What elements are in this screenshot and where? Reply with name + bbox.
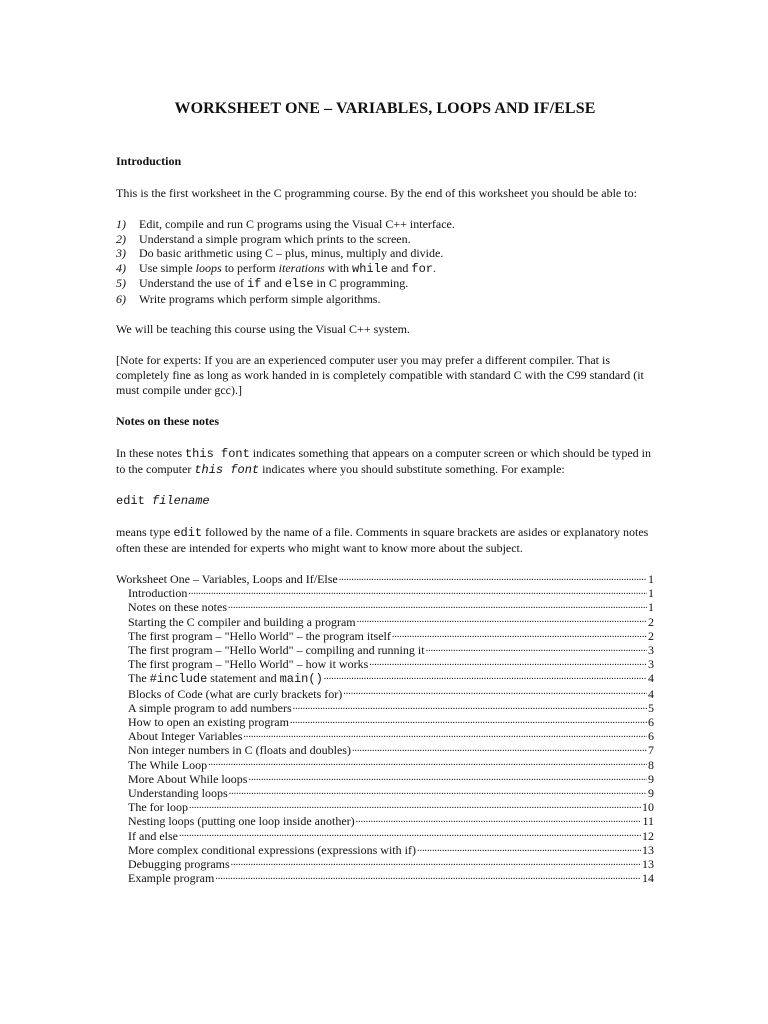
text-run: Understanding loops	[128, 786, 228, 801]
toc-entry[interactable]	[116, 715, 654, 729]
objective-number: 2)	[116, 231, 126, 246]
objective-number: 6)	[116, 291, 126, 306]
toc-entry[interactable]	[116, 772, 654, 786]
toc-page-number: 1	[648, 600, 654, 615]
text-run: .	[432, 260, 436, 275]
objective-item	[116, 217, 654, 232]
toc-dot-leader	[188, 587, 647, 597]
toc-page-number: 14	[642, 871, 654, 886]
text-run: Starting the C compiler and building a program	[128, 614, 356, 629]
toc-dot-leader	[357, 616, 647, 626]
objective-item	[116, 292, 654, 307]
text-run: statement and	[207, 671, 280, 686]
toc-entry-label	[128, 715, 289, 729]
toc-page-number: 3	[648, 643, 654, 658]
toc-entry-label	[128, 671, 323, 686]
text-run: Nesting loops (putting one loop inside another)	[128, 814, 355, 829]
toc-page-number: 11	[642, 814, 654, 829]
toc-page-number: 2	[648, 614, 654, 629]
code-text: while	[352, 261, 389, 276]
toc-dot-leader	[248, 773, 647, 783]
text-run: followed by the name of a file. Comments in square brackets are asides or explanatory notes often these are intended for experts who might want to know more about the subject.	[116, 525, 649, 555]
toc-entry[interactable]	[116, 701, 654, 715]
text-run: means type	[116, 525, 174, 539]
text-run: and	[261, 276, 285, 290]
text-run: to perform	[221, 260, 279, 275]
code-text: edit	[116, 494, 153, 508]
text-run: Edit, compile and run C programs using the Visual C++ interface.	[139, 217, 455, 231]
text-run: A simple program to add numbers	[128, 700, 292, 715]
text-run: Example program	[128, 871, 215, 886]
introduction-lead: This is the first worksheet in the C programming course. By the end of this worksheet you should be able to:	[116, 186, 637, 200]
toc-page-number: 1	[648, 572, 654, 586]
toc-entry-label	[128, 772, 247, 786]
toc-entry-label	[128, 701, 292, 715]
code-text: filename	[152, 494, 210, 508]
toc-entry-label	[128, 843, 416, 857]
toc-dot-leader	[229, 787, 647, 797]
toc-page-number: 4	[648, 671, 654, 686]
toc-entry[interactable]	[116, 829, 654, 843]
toc-dot-leader	[215, 872, 641, 882]
toc-entry[interactable]	[116, 857, 654, 871]
toc-entry[interactable]	[116, 600, 654, 614]
toc-page-number: 3	[648, 657, 654, 672]
text-run: loops	[195, 260, 222, 275]
toc-dot-leader	[392, 630, 647, 640]
toc-entry[interactable]	[116, 671, 654, 686]
toc-page-number: 7	[648, 743, 654, 758]
toc-dot-leader	[356, 815, 642, 825]
toc-entry-label	[128, 687, 342, 701]
code-text: this font	[184, 447, 250, 461]
toc-entry[interactable]	[116, 629, 654, 643]
text-run: The for loop	[128, 800, 188, 815]
text-run: indicates where you should substitute something. For example:	[259, 462, 565, 476]
toc-page-number: 12	[642, 828, 654, 843]
objectives-list	[116, 217, 654, 306]
toc-page-number: 1	[648, 586, 654, 601]
objective-item	[116, 232, 654, 247]
text-run: indicates something that appears on a computer screen or which should be typed in to the computer	[116, 446, 652, 476]
example-command	[116, 494, 654, 509]
toc-entry-label	[128, 871, 214, 885]
toc-entry-label	[128, 629, 391, 643]
toc-entry-label	[128, 643, 425, 657]
toc-page-number: 9	[648, 771, 654, 786]
text-run: Debugging programs	[128, 857, 230, 872]
toc-page-number: 6	[648, 715, 654, 730]
objective-item	[116, 261, 654, 277]
text-run: Notes on these notes	[128, 600, 227, 615]
code-text: if	[246, 277, 262, 291]
toc-page-number: 10	[642, 800, 654, 815]
toc-entry[interactable]	[116, 800, 654, 814]
toc-page-number: 8	[648, 757, 654, 772]
code-text: edit	[173, 526, 203, 540]
toc-entry[interactable]	[116, 687, 654, 701]
toc-page-number: 4	[648, 686, 654, 701]
objective-number: 4)	[116, 260, 126, 275]
toc-entry-label	[128, 800, 188, 814]
objective-item	[116, 246, 654, 261]
toc-entry-label	[128, 786, 228, 800]
text-run: The first program – "Hello World" – how it works	[128, 657, 369, 672]
toc-entry[interactable]	[116, 586, 654, 600]
toc-dot-leader	[324, 672, 647, 682]
objective-text	[139, 276, 408, 292]
text-run: Use simple	[139, 260, 196, 275]
objective-text	[139, 292, 380, 307]
text-run: iterations	[278, 260, 325, 275]
text-run: How to open an existing program	[128, 715, 289, 730]
toc-dot-leader	[228, 601, 647, 611]
toc-dot-leader	[208, 759, 647, 769]
notes-heading: Notes on these notes	[116, 414, 219, 428]
toc-entry-label	[128, 729, 242, 743]
text-run: Blocks of Code (what are curly brackets for)	[128, 686, 343, 701]
text-run: The first program – "Hello World" – the program itself	[128, 628, 391, 643]
toc-page-number: 5	[648, 700, 654, 715]
visual-cpp-note: We will be teaching this course using the Visual C++ system.	[116, 322, 410, 336]
text-run: If and else	[128, 828, 178, 843]
code-text: #include	[149, 672, 208, 687]
toc-dot-leader	[352, 744, 647, 754]
toc-entry-label	[128, 814, 355, 828]
toc-entry[interactable]	[116, 871, 654, 885]
toc-entry-label	[128, 600, 227, 614]
toc-entry[interactable]	[116, 729, 654, 743]
toc-entry-label	[128, 857, 230, 871]
introduction-heading: Introduction	[116, 154, 182, 168]
toc-dot-leader	[243, 730, 647, 740]
toc-dot-leader	[339, 573, 647, 583]
toc-entry-label	[116, 572, 338, 586]
code-text: else	[284, 277, 314, 291]
text-run: The first program – "Hello World" – compiling and running it	[128, 643, 425, 658]
text-run: Understand the use of	[139, 276, 247, 290]
text-run: Do basic arithmetic using C – plus, minus, multiply and divide.	[139, 246, 444, 260]
text-run: Worksheet One – Variables, Loops and If/Else	[116, 572, 338, 586]
toc-entry[interactable]	[116, 743, 654, 757]
toc-entry-label	[128, 829, 178, 843]
table-of-contents	[116, 572, 654, 885]
document-page	[116, 100, 654, 885]
text-run: Non integer numbers in C (floats and doubles)	[128, 743, 351, 758]
toc-entry-label	[128, 586, 187, 600]
toc-dot-leader	[290, 716, 647, 726]
code-text: this font	[194, 463, 260, 477]
means-paragraph	[116, 525, 654, 556]
toc-entry-top[interactable]	[116, 572, 654, 586]
toc-page-number: 2	[648, 628, 654, 643]
toc-entry[interactable]	[116, 814, 654, 828]
toc-page-number: 9	[648, 786, 654, 801]
objective-number: 3)	[116, 246, 126, 260]
toc-page-number: 13	[642, 842, 654, 857]
toc-entry[interactable]	[116, 758, 654, 772]
toc-dot-leader	[426, 644, 647, 654]
text-run: More About While loops	[128, 771, 248, 786]
toc-page-number: 6	[648, 729, 654, 744]
objective-number: 5)	[116, 276, 126, 290]
text-run: in C programming.	[313, 276, 409, 290]
objective-text	[139, 261, 436, 277]
toc-entry[interactable]	[116, 643, 654, 657]
toc-dot-leader	[417, 844, 641, 854]
objective-text	[139, 246, 443, 261]
objective-item	[116, 276, 654, 292]
code-text: main()	[279, 672, 323, 687]
text-run: The While Loop	[128, 757, 208, 772]
text-run: with	[324, 260, 353, 275]
toc-entry[interactable]	[116, 786, 654, 800]
font-convention-paragraph	[116, 446, 654, 478]
toc-entry[interactable]	[116, 615, 654, 629]
toc-entry-label	[128, 657, 368, 671]
toc-dot-leader	[179, 830, 641, 840]
text-run: Introduction	[128, 586, 188, 601]
objective-number: 1)	[116, 217, 126, 231]
code-text: for	[411, 261, 433, 276]
toc-dot-leader	[293, 702, 647, 712]
toc-dot-leader	[343, 688, 647, 698]
objective-text	[139, 217, 455, 232]
toc-entry[interactable]	[116, 843, 654, 857]
text-run: The	[128, 671, 150, 686]
text-run: More complex conditional expressions (expressions with if)	[128, 842, 416, 857]
toc-entry-label	[128, 743, 351, 757]
text-run: Write programs which perform simple algorithms.	[139, 291, 381, 306]
toc-dot-leader	[189, 801, 641, 811]
text-run: and	[388, 260, 412, 275]
text-run: In these notes	[116, 446, 185, 460]
expert-note: [Note for experts: If you are an experienced computer user you may prefer a different compiler. That is completely fine as long as work handed in is completely compatible with standard C with the C99 standard (it must compile under gcc).]	[116, 353, 644, 397]
text-run: Understand a simple program which prints to the screen.	[139, 231, 411, 246]
page-title: WORKSHEET ONE – VARIABLES, LOOPS AND IF/ELSE	[174, 100, 596, 117]
toc-entry-label	[128, 758, 207, 772]
toc-dot-leader	[369, 658, 647, 668]
toc-entry-label	[128, 615, 356, 629]
toc-page-number: 13	[642, 857, 654, 872]
text-run: About Integer Variables	[128, 729, 243, 744]
toc-dot-leader	[231, 858, 641, 868]
objective-text	[139, 232, 411, 247]
toc-entry[interactable]	[116, 657, 654, 671]
